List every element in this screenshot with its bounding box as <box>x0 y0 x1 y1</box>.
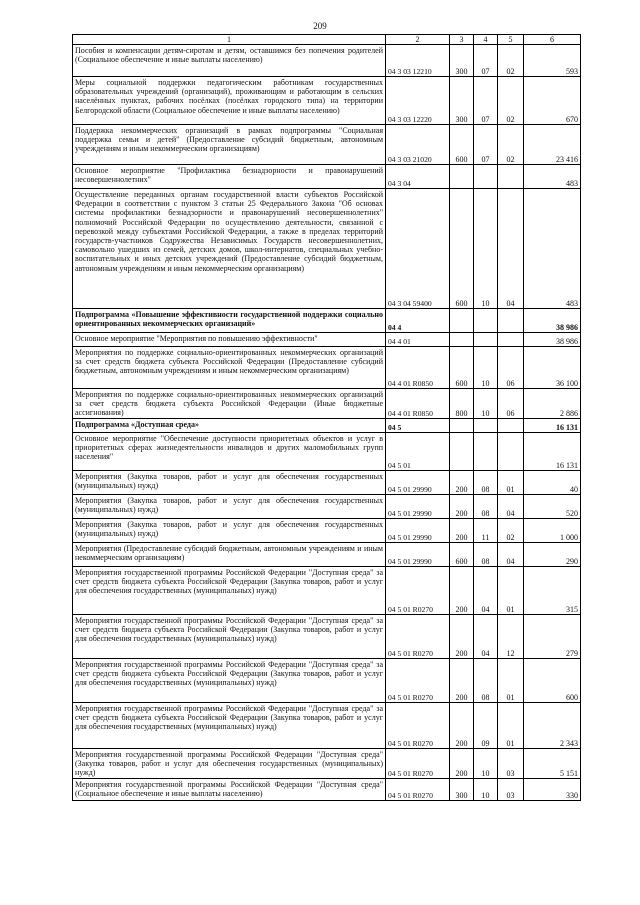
row-amount: 40 <box>524 471 581 495</box>
header-col-3: 3 <box>450 35 474 45</box>
row-code: 04 5 01 R0270 <box>386 779 450 801</box>
row-code: 04 4 <box>386 309 450 333</box>
table-row <box>73 45 581 77</box>
row-section <box>474 419 498 433</box>
row-section: 08 <box>474 543 498 567</box>
row-amount: 16 131 <box>524 419 581 433</box>
row-section: 08 <box>474 471 498 495</box>
row-amount: 483 <box>524 189 581 309</box>
row-section <box>474 433 498 471</box>
header-col-2: 2 <box>386 35 450 45</box>
row-code: 04 5 01 R0270 <box>386 659 450 703</box>
row-name: Мероприятия по поддержке социально-ориентированных некоммерческих организаций за счет средств бюджета субъекта Российской Федерации (Предоставление субсидий бюджетным, автономным учреждениям и иным некоммерческим организациям) <box>73 347 386 389</box>
table-row <box>73 347 581 389</box>
row-name: Мероприятия (Предоставление субсидий бюджетным, автономным учреждениям и иным некоммерческим организациям) <box>73 543 386 567</box>
row-amount: 483 <box>524 165 581 189</box>
row-section: 11 <box>474 519 498 543</box>
row-subsection: 01 <box>498 471 524 495</box>
table-row <box>73 543 581 567</box>
table-row <box>73 433 581 471</box>
row-subsection: 04 <box>498 543 524 567</box>
row-subsection: 02 <box>498 125 524 165</box>
table-header <box>73 35 581 45</box>
table-row <box>73 419 581 433</box>
row-expense-type: 200 <box>450 703 474 749</box>
row-subsection: 04 <box>498 189 524 309</box>
row-expense-type: 600 <box>450 189 474 309</box>
row-name: Мероприятия государственной программы Российской Федерации "Доступная среда" за счет средств бюджета субъекта Российской Федерации (Закупка товаров, работ и услуг для обеспечения государственных (муниципальных) нужд) <box>73 703 386 749</box>
row-name: Осуществление переданных органам государственной власти субъектов Российской Федерации в соответствии с пунктом 3 статьи 25 Федерального Закона "Об основах системы профилактики безнадзорности и правонарушений несовершеннолетних" полномочий Российской Федерации по осуществлению деятельности, связанной с перевозкой между субъектами Российской Федерации, а также в пределах территорий государств-участников Содружества Независимых Государств несовершеннолетних, самовольно ушедших из семей, детских домов, школ-интернатов, специальных учебно-воспитательных и иных детских учреждений (Предоставление субсидий бюджетным, автономным учреждениям и иным некоммерческим организациям) <box>73 189 386 309</box>
row-code: 04 4 01 R0850 <box>386 389 450 419</box>
row-expense-type <box>450 419 474 433</box>
row-subsection: 02 <box>498 519 524 543</box>
table-row <box>73 189 581 309</box>
row-expense-type: 200 <box>450 495 474 519</box>
row-code: 04 5 01 29990 <box>386 519 450 543</box>
row-code: 04 3 03 12220 <box>386 77 450 125</box>
row-code: 04 3 03 21020 <box>386 125 450 165</box>
row-code: 04 5 01 29990 <box>386 543 450 567</box>
row-subsection: 01 <box>498 567 524 615</box>
row-expense-type: 200 <box>450 615 474 659</box>
row-amount: 290 <box>524 543 581 567</box>
row-subsection: 06 <box>498 347 524 389</box>
row-expense-type: 300 <box>450 779 474 801</box>
row-amount: 330 <box>524 779 581 801</box>
row-section: 07 <box>474 45 498 77</box>
row-section <box>474 333 498 347</box>
row-name: Меры социальной поддержки педагогическим работникам государственных образовательных учреждений (организаций), проживающим и работающим в сельских населённых пунктах, рабочих посёлках (посёлках городского типа) на территории Белгородской области (Социальное обеспечение и иные выплаты населению) <box>73 77 386 125</box>
header-row <box>73 35 581 45</box>
row-amount: 2 343 <box>524 703 581 749</box>
row-section: 09 <box>474 703 498 749</box>
row-subsection: 12 <box>498 615 524 659</box>
row-section: 10 <box>474 779 498 801</box>
row-subsection: 01 <box>498 703 524 749</box>
row-name: Поддержка некоммерческих организаций в рамках подпрограммы "Социальная поддержка семьи и детей" (Предоставление субсидий бюджетным, автономным учреждениям и иным некоммерческим организациям) <box>73 125 386 165</box>
row-code: 04 5 01 R0270 <box>386 703 450 749</box>
row-subsection <box>498 419 524 433</box>
row-section: 04 <box>474 615 498 659</box>
table-row <box>73 309 581 333</box>
row-section <box>474 309 498 333</box>
row-expense-type: 800 <box>450 389 474 419</box>
row-subsection: 01 <box>498 659 524 703</box>
row-code: 04 5 01 <box>386 433 450 471</box>
row-amount: 600 <box>524 659 581 703</box>
row-name: Мероприятия по поддержке социально-ориентированных некоммерческих организаций за счет средств бюджета субъекта Российской Федерации (Иные бюджетные ассигнования) <box>73 389 386 419</box>
row-expense-type <box>450 433 474 471</box>
row-expense-type <box>450 309 474 333</box>
row-subsection: 03 <box>498 749 524 779</box>
row-expense-type: 600 <box>450 125 474 165</box>
row-name: Основное мероприятие "Обеспечение доступности приоритетных объектов и услуг в приоритетных сферах жизнедеятельности инвалидов и других маломобильных групп населения" <box>73 433 386 471</box>
row-code: 04 5 01 R0270 <box>386 749 450 779</box>
row-amount: 23 416 <box>524 125 581 165</box>
row-section: 10 <box>474 749 498 779</box>
row-amount: 5 151 <box>524 749 581 779</box>
table-row <box>73 389 581 419</box>
table-row <box>73 495 581 519</box>
row-section: 07 <box>474 77 498 125</box>
row-code: 04 4 01 <box>386 333 450 347</box>
row-name: Пособия и компенсации детям-сиротам и детям, оставшимся без попечения родителей (Социальное обеспечение и иные выплаты населению) <box>73 45 386 77</box>
row-subsection: 04 <box>498 495 524 519</box>
row-expense-type: 300 <box>450 45 474 77</box>
row-subsection: 03 <box>498 779 524 801</box>
table-row <box>73 779 581 801</box>
row-name: Мероприятия (Закупка товаров, работ и услуг для обеспечения государственных (муниципальных) нужд) <box>73 519 386 543</box>
row-expense-type: 200 <box>450 659 474 703</box>
row-expense-type: 600 <box>450 347 474 389</box>
row-code: 04 5 01 R0270 <box>386 567 450 615</box>
table-body <box>73 45 581 801</box>
row-section <box>474 165 498 189</box>
page-number: 209 <box>313 21 327 31</box>
row-code: 04 5 01 R0270 <box>386 615 450 659</box>
row-expense-type <box>450 165 474 189</box>
row-subsection: 02 <box>498 77 524 125</box>
row-amount: 2 886 <box>524 389 581 419</box>
row-amount: 520 <box>524 495 581 519</box>
row-code: 04 5 <box>386 419 450 433</box>
row-amount: 1 000 <box>524 519 581 543</box>
header-col-6: 6 <box>524 35 581 45</box>
row-section: 10 <box>474 347 498 389</box>
row-subsection <box>498 333 524 347</box>
row-section: 07 <box>474 125 498 165</box>
row-name: Подпрограмма «Доступная среда» <box>73 419 386 433</box>
row-name: Мероприятия (Закупка товаров, работ и услуг для обеспечения государственных (муниципальных) нужд) <box>73 495 386 519</box>
row-name: Мероприятия государственной программы Российской Федерации "Доступная среда" за счет средств бюджета субъекта Российской Федерации (Закупка товаров, работ и услуг для обеспечения государственных (муниципальных) нужд) <box>73 567 386 615</box>
table-row <box>73 125 581 165</box>
table-row <box>73 659 581 703</box>
row-code: 04 4 01 R0850 <box>386 347 450 389</box>
table-row <box>73 471 581 495</box>
row-amount: 279 <box>524 615 581 659</box>
row-expense-type: 200 <box>450 567 474 615</box>
row-name: Основное мероприятие "Профилактика безнадзорности и правонарушений несовершеннолетних" <box>73 165 386 189</box>
row-amount: 38 986 <box>524 333 581 347</box>
table-row <box>73 567 581 615</box>
row-code: 04 5 01 29990 <box>386 471 450 495</box>
row-subsection: 06 <box>498 389 524 419</box>
row-section: 08 <box>474 495 498 519</box>
row-code: 04 3 04 59400 <box>386 189 450 309</box>
row-expense-type <box>450 333 474 347</box>
row-subsection <box>498 165 524 189</box>
table-row <box>73 333 581 347</box>
row-name: Мероприятия государственной программы Российской Федерации "Доступная среда" за счет средств бюджета субъекта Российской Федерации (Закупка товаров, работ и услуг для обеспечения государственных (муниципальных) нужд) <box>73 659 386 703</box>
row-amount: 670 <box>524 77 581 125</box>
row-expense-type: 200 <box>450 749 474 779</box>
row-subsection: 02 <box>498 45 524 77</box>
header-col-4: 4 <box>474 35 498 45</box>
row-section: 08 <box>474 659 498 703</box>
row-expense-type: 200 <box>450 471 474 495</box>
row-name: Мероприятия государственной программы Российской Федерации "Доступная среда" за счет средств бюджета субъекта Российской Федерации (Закупка товаров, работ и услуг для обеспечения государственных (муниципальных) нужд) <box>73 615 386 659</box>
table-row <box>73 165 581 189</box>
table-row <box>73 77 581 125</box>
table-row <box>73 615 581 659</box>
header-col-1: 1 <box>73 35 386 45</box>
row-code: 04 3 03 12210 <box>386 45 450 77</box>
row-expense-type: 200 <box>450 519 474 543</box>
row-subsection <box>498 433 524 471</box>
row-amount: 38 986 <box>524 309 581 333</box>
row-name: Мероприятия государственной программы Российской Федерации "Доступная среда" (Закупка товаров, работ и услуг для обеспечения государственных (муниципальных) нужд) <box>73 749 386 779</box>
table-row <box>73 749 581 779</box>
row-subsection <box>498 309 524 333</box>
row-name: Мероприятия (Закупка товаров, работ и услуг для обеспечения государственных (муниципальных) нужд) <box>73 471 386 495</box>
row-name: Основное мероприятие "Мероприятия по повышению эффективности" <box>73 333 386 347</box>
row-amount: 315 <box>524 567 581 615</box>
row-section: 10 <box>474 189 498 309</box>
table-row <box>73 519 581 543</box>
row-amount: 593 <box>524 45 581 77</box>
row-expense-type: 600 <box>450 543 474 567</box>
header-col-5: 5 <box>498 35 524 45</box>
row-code: 04 3 04 <box>386 165 450 189</box>
row-section: 10 <box>474 389 498 419</box>
row-name: Подпрограмма «Повышение эффективности государственной поддержки социально ориентированных некоммерческих организаций» <box>73 309 386 333</box>
row-code: 04 5 01 29990 <box>386 495 450 519</box>
row-expense-type: 300 <box>450 77 474 125</box>
row-section: 04 <box>474 567 498 615</box>
row-amount: 16 131 <box>524 433 581 471</box>
row-name: Мероприятия государственной программы Российской Федерации "Доступная среда" (Социальное обеспечение и иные выплаты населению) <box>73 779 386 801</box>
budget-table <box>72 34 581 801</box>
row-amount: 36 100 <box>524 347 581 389</box>
table-row <box>73 703 581 749</box>
